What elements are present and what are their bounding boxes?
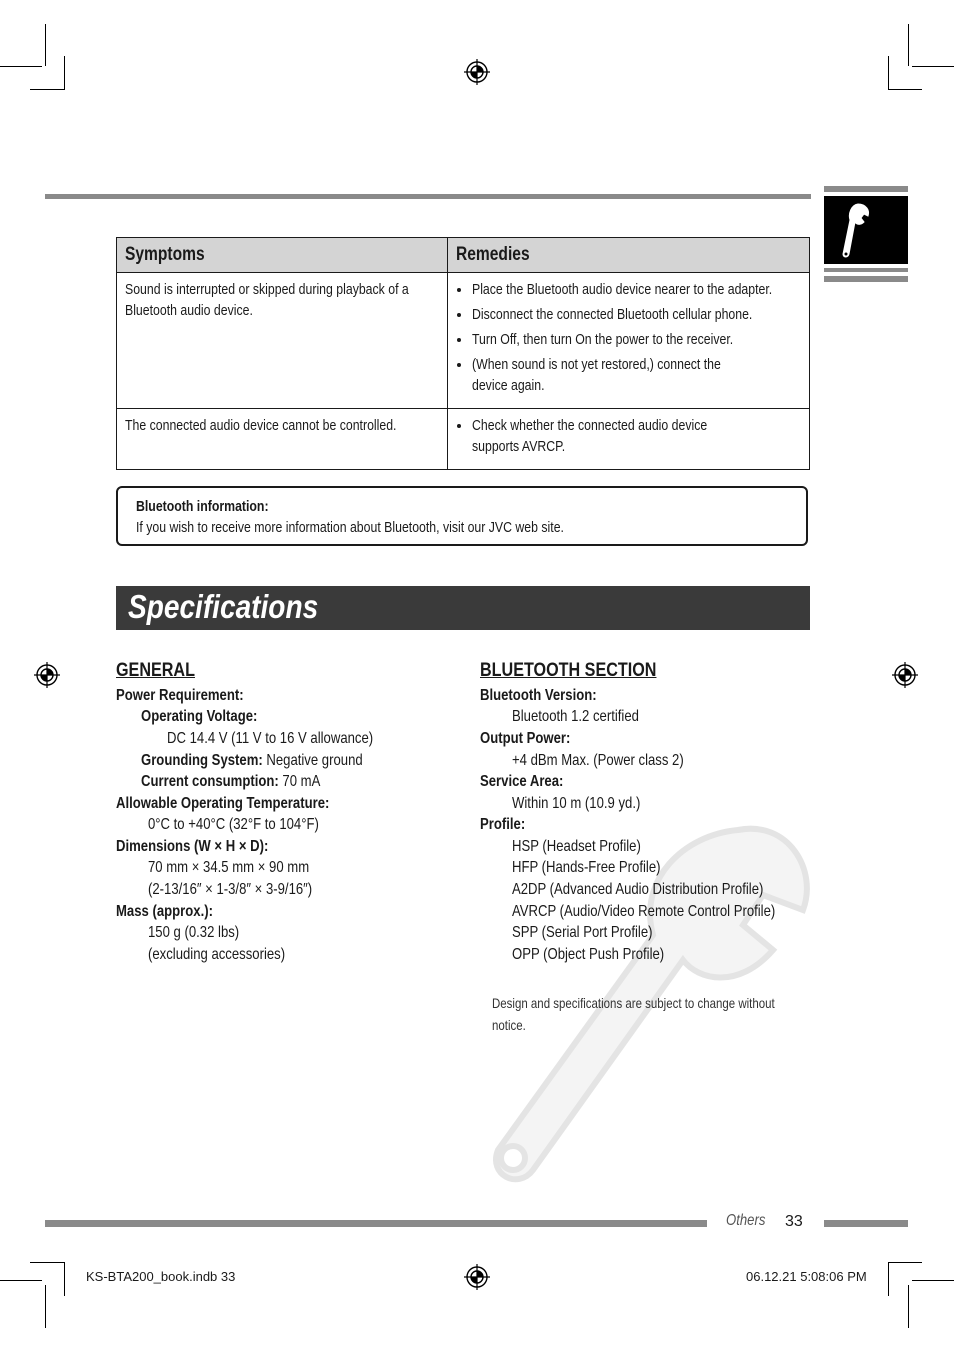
top-rule xyxy=(45,194,811,199)
table-header-row xyxy=(117,238,810,273)
profile-label: Profile: xyxy=(480,816,526,833)
info-text: If you wish to receive more information about Bluetooth, visit our JVC web site. xyxy=(136,519,564,536)
remedy-item: • Turn Off, then turn On the power to the receiver. xyxy=(472,329,801,350)
bluetooth-heading: BLUETOOTH SECTION xyxy=(480,660,657,681)
temperature-value: 0°C to +40°C (32°F to 104°F) xyxy=(148,816,319,833)
profile-item: A2DP (Advanced Audio Distribution Profile) xyxy=(512,881,764,898)
dimensions-metric: 70 mm × 34.5 mm × 90 mm xyxy=(148,859,310,876)
bluetooth-version-label: Bluetooth Version: xyxy=(480,687,597,704)
bluetooth-info-box xyxy=(116,486,808,546)
grounding-system: Grounding System: Negative ground xyxy=(141,752,363,769)
remedy-item: • Disconnect the connected Bluetooth cellular phone. xyxy=(472,304,801,325)
mass-label: Mass (approx.): xyxy=(116,903,213,920)
general-heading: GENERAL xyxy=(116,660,195,681)
remedy-cell xyxy=(448,273,810,409)
operating-voltage-value: DC 14.4 V (11 V to 16 V allowance) xyxy=(167,730,374,747)
specifications-banner xyxy=(116,586,810,630)
operating-voltage-label: Operating Voltage: xyxy=(141,708,258,725)
bluetooth-version-value: Bluetooth 1.2 certified xyxy=(512,708,639,725)
service-area-value: Within 10 m (10.9 yd.) xyxy=(512,795,641,812)
symptoms-header: Symptoms xyxy=(117,238,448,273)
profile-item: HFP (Hands-Free Profile) xyxy=(512,859,661,876)
profile-item: HSP (Headset Profile) xyxy=(512,838,641,855)
output-power-value: +4 dBm Max. (Power class 2) xyxy=(512,752,684,769)
bottom-rule xyxy=(45,1220,707,1227)
profile-item: OPP (Object Push Profile) xyxy=(512,946,665,963)
registration-mark-icon xyxy=(464,1264,490,1290)
registration-mark-icon xyxy=(464,59,490,85)
registration-mark-icon xyxy=(34,662,60,688)
table-row xyxy=(117,409,810,470)
notice-line: notice. xyxy=(492,1017,526,1033)
service-area-label: Service Area: xyxy=(480,773,564,790)
current-consumption: Current consumption: 70 mA xyxy=(141,773,321,790)
file-name: KS-BTA200_book.indb 33 xyxy=(86,1269,236,1284)
page-title: Specifications xyxy=(128,588,319,625)
notice-line: Design and specifications are subject to change without xyxy=(492,995,775,1011)
power-requirement-label: Power Requirement: xyxy=(116,687,244,704)
wrench-icon xyxy=(840,202,872,260)
mass-note: (excluding accessories) xyxy=(148,946,286,963)
bottom-rule xyxy=(824,1220,908,1227)
remedy-item: • Check whether the connected audio device supports AVRCP. xyxy=(472,415,801,457)
remedy-cell xyxy=(448,409,810,470)
troubleshooting-table xyxy=(116,237,810,470)
page-number: 33 xyxy=(785,1213,803,1230)
dimensions-imperial: (2-13/16″ × 1-3/8″ × 3-9/16″) xyxy=(148,881,313,898)
remedy-item: • (When sound is not yet restored,) connect the device again. xyxy=(472,354,801,396)
symptom-cell: The connected audio device cannot be controlled. xyxy=(117,409,448,470)
section-label: Others xyxy=(726,1212,766,1229)
mass-value: 150 g (0.32 lbs) xyxy=(148,924,240,941)
table-row xyxy=(117,273,810,409)
profile-item: AVRCP (Audio/Video Remote Control Profile) xyxy=(512,903,776,920)
output-power-label: Output Power: xyxy=(480,730,571,747)
profile-item: SPP (Serial Port Profile) xyxy=(512,924,653,941)
temperature-label: Allowable Operating Temperature: xyxy=(116,795,330,812)
remedy-item: • Place the Bluetooth audio device nearer to the adapter. xyxy=(472,279,801,300)
remedies-header: Remedies xyxy=(448,238,810,273)
symptom-cell: Sound is interrupted or skipped during playback of a Bluetooth audio device. xyxy=(117,273,448,409)
registration-mark-icon xyxy=(892,662,918,688)
print-date: 06.12.21 5:08:06 PM xyxy=(746,1269,867,1284)
dimensions-label: Dimensions (W × H × D): xyxy=(116,838,269,855)
info-title: Bluetooth information: xyxy=(136,498,269,515)
